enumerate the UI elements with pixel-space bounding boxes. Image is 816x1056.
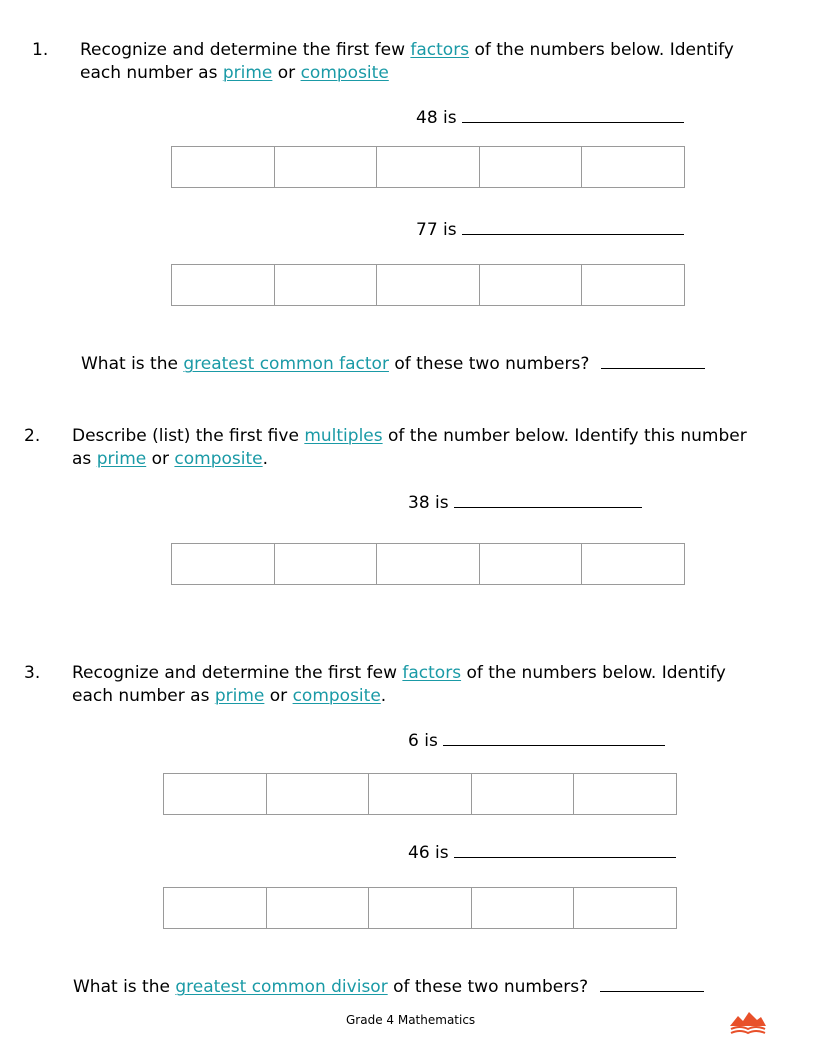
- greatest-common-divisor-link[interactable]: greatest common divisor: [175, 977, 388, 997]
- multiple-cell[interactable]: [275, 544, 378, 584]
- question-2-text: as: [72, 449, 97, 469]
- multiple-cell[interactable]: [172, 544, 275, 584]
- number-77-factor-grid: [171, 264, 685, 306]
- question-3-text: Recognize and determine the first few: [72, 663, 403, 683]
- question-2-line-2: [72, 449, 268, 469]
- factor-cell[interactable]: [275, 265, 378, 305]
- gcf-answer-line[interactable]: [601, 367, 705, 369]
- factor-cell[interactable]: [377, 147, 480, 187]
- question-1-text: of the numbers below. Identify: [469, 40, 734, 60]
- gcf-text: What is the: [81, 354, 184, 374]
- factor-cell[interactable]: [574, 774, 676, 814]
- gcd-answer-line[interactable]: [600, 990, 704, 992]
- number-46-answer-line[interactable]: [454, 856, 676, 858]
- multiple-cell[interactable]: [377, 544, 480, 584]
- question-2-text: .: [262, 449, 269, 469]
- question-2-text: or: [146, 449, 175, 469]
- question-1-text: Recognize and determine the first few: [80, 40, 411, 60]
- question-2-line-1: [72, 426, 747, 446]
- prime-link[interactable]: prime: [214, 686, 265, 706]
- question-1-text: each number as: [80, 63, 223, 83]
- factor-cell[interactable]: [369, 888, 472, 928]
- number-38-answer-line[interactable]: [454, 506, 642, 508]
- question-3-text: .: [380, 686, 387, 706]
- gcd-text: What is the: [73, 977, 176, 997]
- gcd-text: of these two numbers?: [387, 977, 589, 997]
- factor-cell[interactable]: [172, 147, 275, 187]
- question-2-text: of the number below. Identify this number: [382, 426, 747, 446]
- number-77-label: 77 is: [416, 220, 457, 240]
- question-3-line-2: [72, 686, 386, 706]
- number-77-prompt: [416, 220, 684, 240]
- composite-link[interactable]: composite: [292, 686, 381, 706]
- composite-link[interactable]: composite: [174, 449, 263, 469]
- factor-cell[interactable]: [582, 147, 684, 187]
- composite-link[interactable]: composite: [300, 63, 389, 83]
- question-2-text: Describe (list) the first five: [72, 426, 305, 446]
- question-3-number: 3.: [24, 663, 41, 683]
- factors-link[interactable]: factors: [402, 663, 462, 683]
- number-48-factor-grid: [171, 146, 685, 188]
- number-46-label: 46 is: [408, 843, 449, 863]
- multiple-cell[interactable]: [480, 544, 583, 584]
- question-3-text: each number as: [72, 686, 215, 706]
- number-48-label: 48 is: [416, 108, 457, 128]
- factor-cell[interactable]: [574, 888, 676, 928]
- greatest-common-factor-link[interactable]: greatest common factor: [183, 354, 389, 374]
- question-1-number: 1.: [32, 40, 49, 60]
- question-1-line-2: [80, 63, 389, 83]
- prime-link[interactable]: prime: [96, 449, 147, 469]
- number-77-answer-line[interactable]: [462, 233, 684, 235]
- factor-cell[interactable]: [582, 265, 684, 305]
- question-2-number: 2.: [24, 426, 41, 446]
- footer-text: Grade 4 Mathematics: [346, 1013, 476, 1027]
- factors-link[interactable]: factors: [410, 40, 470, 60]
- multiples-link[interactable]: multiples: [304, 426, 383, 446]
- number-38-prompt: [408, 493, 642, 513]
- gcf-text: of these two numbers?: [388, 354, 590, 374]
- number-6-prompt: [408, 731, 665, 751]
- multiple-cell[interactable]: [582, 544, 684, 584]
- number-6-answer-line[interactable]: [443, 744, 665, 746]
- question-3-text: of the numbers below. Identify: [461, 663, 726, 683]
- factor-cell[interactable]: [472, 774, 575, 814]
- factor-cell[interactable]: [480, 265, 583, 305]
- factor-cell[interactable]: [164, 774, 267, 814]
- gcd-question: [73, 977, 704, 997]
- factor-cell[interactable]: [377, 265, 480, 305]
- question-3-line-1: [72, 663, 726, 683]
- mountain-book-logo-icon: [728, 1010, 768, 1036]
- factor-cell[interactable]: [472, 888, 575, 928]
- number-46-factor-grid: [163, 887, 677, 929]
- factor-cell[interactable]: [164, 888, 267, 928]
- gcf-question: [81, 354, 705, 374]
- question-1-text: or: [272, 63, 301, 83]
- number-46-prompt: [408, 843, 676, 863]
- question-3-text: or: [264, 686, 293, 706]
- factor-cell[interactable]: [172, 265, 275, 305]
- number-48-prompt: [416, 108, 684, 128]
- prime-link[interactable]: prime: [222, 63, 273, 83]
- number-6-label: 6 is: [408, 731, 438, 751]
- factor-cell[interactable]: [369, 774, 472, 814]
- factor-cell[interactable]: [267, 774, 370, 814]
- number-38-label: 38 is: [408, 493, 449, 513]
- factor-cell[interactable]: [267, 888, 370, 928]
- number-48-answer-line[interactable]: [462, 121, 684, 123]
- question-1-line-1: [80, 40, 734, 60]
- factor-cell[interactable]: [480, 147, 583, 187]
- factor-cell[interactable]: [275, 147, 378, 187]
- number-38-multiples-grid: [171, 543, 685, 585]
- number-6-factor-grid: [163, 773, 677, 815]
